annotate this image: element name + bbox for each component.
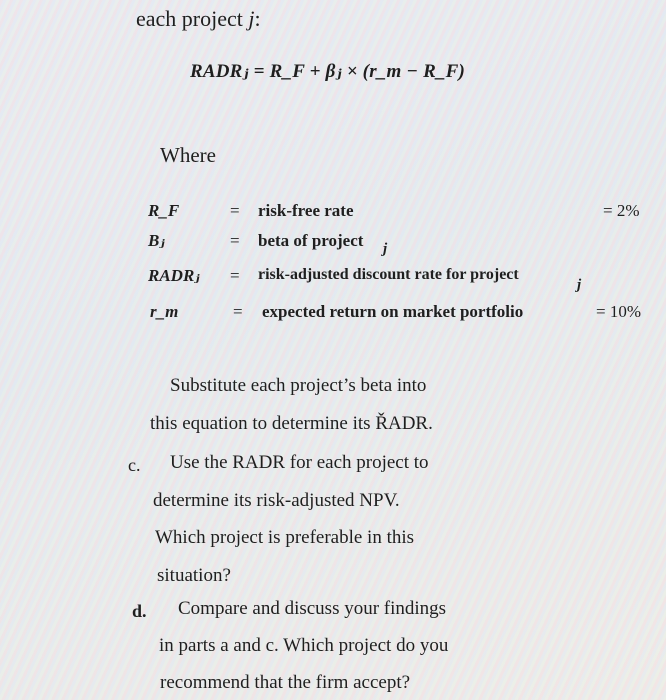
- def-symbol-beta: Bⱼ: [148, 231, 165, 250]
- def-value-rf: = 2%: [603, 201, 640, 220]
- part-d-marker: d.: [132, 601, 147, 621]
- body-line-1: Substitute each project’s beta into: [170, 375, 427, 396]
- def-eq-beta: =: [230, 231, 240, 250]
- def-text-beta: beta of project: [258, 231, 364, 250]
- intro-var: j: [248, 6, 255, 31]
- def-eq-rf: =: [230, 201, 240, 220]
- intro-prefix: each project: [136, 6, 249, 31]
- def-symbol-rm: r_m: [150, 302, 179, 321]
- def-tail-beta: j: [383, 241, 388, 257]
- part-c-line-1: Use the RADR for each project to: [170, 452, 429, 473]
- part-d-line-1: Compare and discuss your findings: [178, 598, 447, 619]
- radr-formula: RADRⱼ = R_F + βⱼ × (r_m − R_F): [190, 61, 466, 82]
- def-text-rm: expected return on market portfolio: [262, 302, 524, 321]
- part-c-line-3: Which project is preferable in this: [155, 527, 415, 548]
- intro-line: [136, 6, 261, 32]
- body-line-2: this equation to determine its ŘADR.: [150, 413, 433, 434]
- part-d-line-3: recommend that the firm accept?: [160, 672, 411, 693]
- part-c-line-2: determine its risk-adjusted NPV.: [153, 490, 400, 511]
- part-c-line-4: situation?: [157, 565, 231, 586]
- part-c-marker: c.: [128, 455, 141, 475]
- part-d-line-2: in parts a and c. Which project do you: [159, 635, 449, 656]
- def-tail-radr: j: [577, 277, 582, 293]
- def-eq-radr: =: [230, 266, 240, 285]
- def-symbol-rf: R_F: [148, 201, 180, 220]
- def-symbol-radr: RADRⱼ: [148, 266, 200, 285]
- def-eq-rm: =: [233, 302, 243, 321]
- where-label: Where: [160, 143, 216, 167]
- def-text-rf: risk-free rate: [258, 201, 354, 220]
- def-value-rm: = 10%: [596, 302, 641, 321]
- intro-suffix: :: [254, 6, 261, 31]
- def-text-radr: risk-adjusted discount rate for project: [258, 266, 519, 283]
